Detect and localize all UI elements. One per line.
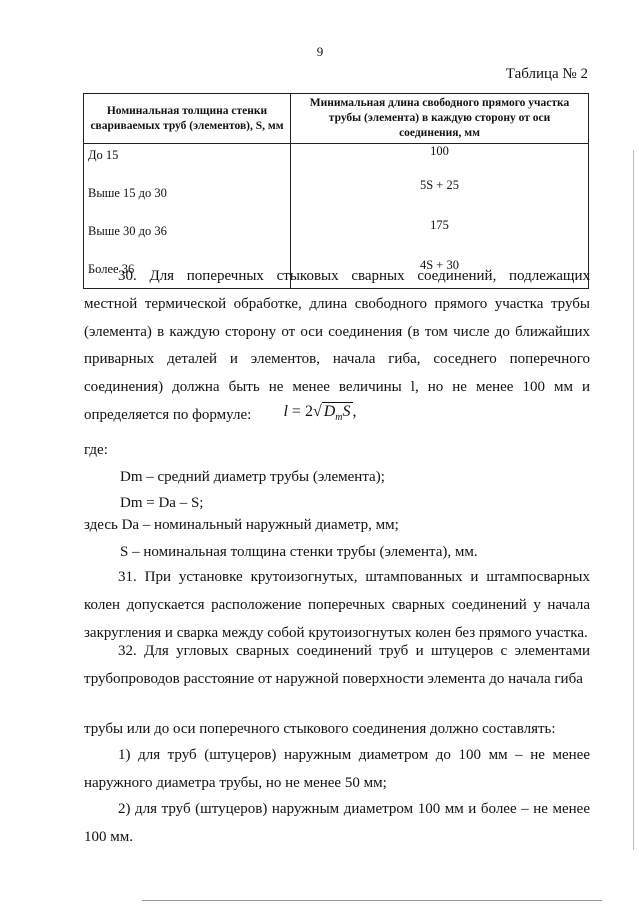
- formula-tail: S: [342, 403, 351, 420]
- cell-length: 100: [291, 144, 589, 175]
- cell-length: 175: [291, 216, 589, 254]
- sqrt-body: [322, 402, 353, 424]
- s-definition: S – номинальная толщина стенки трубы (элемента), мм.: [120, 544, 478, 560]
- paragraph-32a: 32. Для угловых сварных соединений труб и штуцеров с элементами трубопроводов расстояние от наружной поверхности элемента до начала гиба: [84, 643, 590, 687]
- formula-sub: m: [335, 412, 343, 424]
- header-length: Минимальная длина свободного прямого участка трубы (элемента) в каждую сторону от оси соединения, мм: [291, 94, 589, 144]
- cell-length: 4S + 30: [291, 254, 589, 289]
- cell-thickness: Более 36: [84, 254, 291, 289]
- header-thickness: Номинальная толщина стенки свариваемых труб (элементов), S, мм: [84, 94, 291, 144]
- list-item-1: 1) для труб (штуцеров) наружным диаметром до 100 мм – не менее наружного диаметра трубы, но не менее 50 мм;: [84, 747, 590, 791]
- table-row: [84, 144, 589, 175]
- formula-base: D: [323, 403, 336, 420]
- scan-edge-bottom: [142, 900, 602, 901]
- paragraph-30: 30. Для поперечных стыковых сварных соединений, подлежащих местной термической обработке, длина свободного прямого участка трубы (элемента) в каждую сторону от оси соединения (в том числе до ближайших приварных деталей и элементов, начала гиба, соседнего поперечного соединения) должна быть не менее величины l, но не менее 100 мм и определяется по формуле:: [84, 268, 590, 423]
- da-definition: здесь Da – номинальный наружный диаметр, мм;: [84, 517, 399, 533]
- scan-edge-right: [633, 150, 634, 850]
- cell-thickness: До 15: [84, 144, 291, 175]
- cell-thickness: Выше 30 до 36: [84, 216, 291, 254]
- table-row: [84, 174, 589, 216]
- formula-lhs: l: [283, 403, 288, 420]
- table-header-row: [84, 94, 589, 144]
- list-item-2: 2) для труб (штуцеров) наружным диаметром 100 мм и более – не менее 100 мм.: [84, 801, 590, 845]
- table-row: [84, 216, 589, 254]
- cell-length: 5S + 25: [291, 174, 589, 216]
- requirements-table: [83, 93, 589, 289]
- paragraph-31: 31. При установке крутоизогнутых, штампованных и штампосварных колен допускается расположение поперечных сварных соединений у начала закругления и сварка между собой крутоизогнутых колен без прямого участка.: [84, 569, 590, 641]
- page-number: 9: [316, 44, 324, 59]
- formula: [0, 403, 640, 423]
- dm-definition: Dm – средний диаметр трубы (элемента);: [120, 469, 385, 485]
- formula-eq: = 2: [291, 403, 313, 420]
- sqrt-sign: √: [312, 403, 322, 420]
- dm-equation: Dm = Da – S;: [120, 495, 204, 511]
- paragraph-32b: трубы или до оси поперечного стыкового соединения должно составлять:: [84, 721, 556, 737]
- cell-thickness: Выше 15 до 30: [84, 174, 291, 216]
- table-caption: Таблица № 2: [505, 66, 588, 82]
- formula-end: ,: [352, 403, 357, 420]
- where-label: где:: [84, 442, 108, 458]
